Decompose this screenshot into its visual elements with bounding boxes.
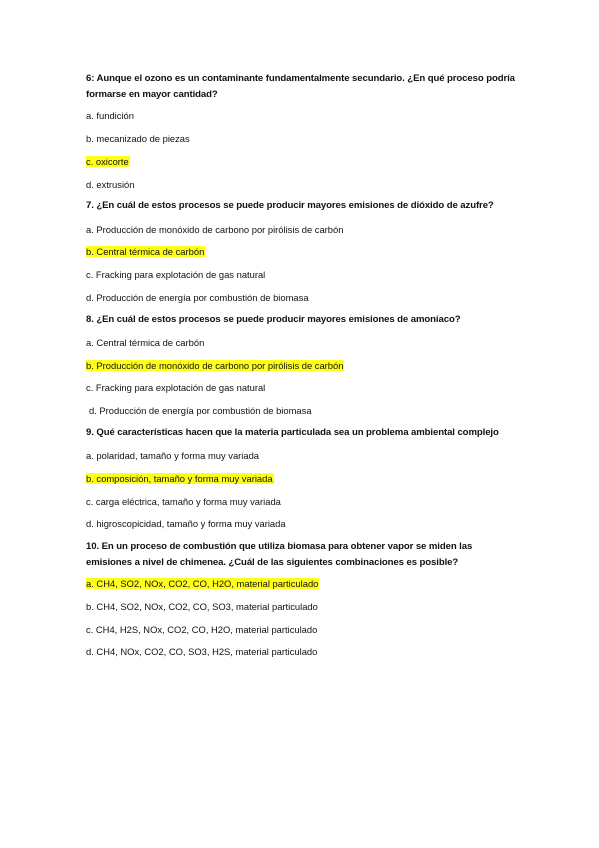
question-7-text: 7. ¿En cuál de estos procesos se puede producir mayores emisiones de dióxido de azufre? [86, 200, 494, 211]
question-7-option-d: d. Producción de energía por combustión de biomasa [86, 292, 309, 303]
question-6-text: 6: Aunque el ozono es un contaminante fundamentalmente secundario. ¿En qué proceso podría formarse en mayor cantidad? [86, 73, 515, 100]
question-7-option-c: c. Fracking para explotación de gas natural [86, 269, 266, 280]
question-10-text: 10. En un proceso de combustión que utiliza biomasa para obtener vapor se miden las emisiones a nivel de chimenea. ¿Cuál de las siguientes combinaciones es posible? [86, 541, 473, 568]
highlighted-answer: a. CH4, SO2, NOx, CO2, CO, H2O, material particulado [86, 578, 319, 589]
question-10-option-a [86, 577, 319, 590]
question-6-option-a: a. fundición [86, 110, 134, 121]
highlighted-answer: b. composición, tamaño y forma muy variada [86, 473, 273, 484]
question-8-text: 8. ¿En cuál de estos procesos se puede producir mayores emisiones de amoníaco? [86, 314, 461, 325]
question-8-option-c: c. Fracking para explotación de gas natural [86, 382, 266, 393]
highlighted-answer: b. Central térmica de carbón [86, 246, 205, 257]
question-8-option-b [86, 359, 344, 372]
question-6-option-b: b. mecanizado de piezas [86, 133, 190, 144]
question-8-option-d: d. Producción de energía por combustión de biomasa [89, 405, 312, 416]
highlighted-answer: c. oxicorte [86, 156, 129, 167]
question-6-option-d: d. extrusión [86, 179, 135, 190]
question-9-option-a: a. polaridad, tamaño y forma muy variada [86, 450, 260, 461]
question-9-option-c: c. carga eléctrica, tamaño y forma muy variada [86, 496, 281, 507]
question-7-option-b [86, 245, 205, 258]
highlighted-answer: b. Producción de monóxido de carbono por pirólisis de carbón [86, 360, 344, 371]
question-10-option-c: c. CH4, H2S, NOx, CO2, CO, H2O, material particulado [86, 624, 318, 635]
question-9-option-b [86, 472, 274, 485]
question-8-option-a: a. Central térmica de carbón [86, 337, 205, 348]
question-10-option-b: b. CH4, SO2, NOx, CO2, CO, SO3, material particulado [86, 601, 318, 612]
question-10-option-d: d. CH4, NOx, CO2, CO, SO3, H2S, material particulado [86, 646, 318, 657]
question-9-option-d: d. higroscopicidad, tamaño y forma muy variada [86, 518, 286, 529]
question-7-option-a: a. Producción de monóxido de carbono por pirólisis de carbón [86, 224, 344, 235]
question-6-option-c [86, 155, 130, 168]
question-9-text: 9. Qué características hacen que la materia particulada sea un problema ambiental complejo [86, 427, 499, 438]
